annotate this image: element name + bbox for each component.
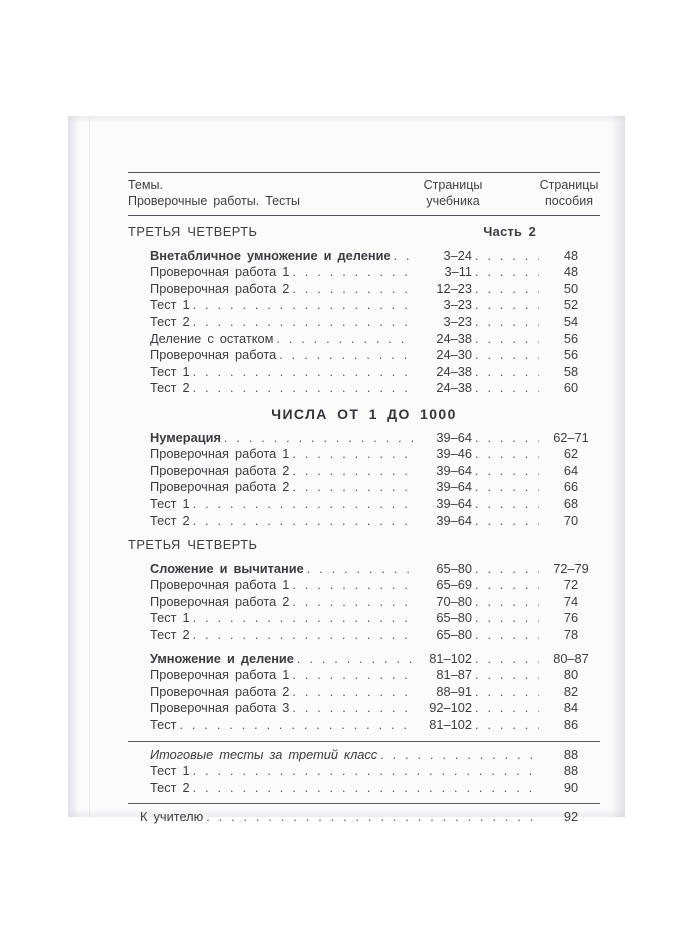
row-label: Тест 1 <box>150 610 190 626</box>
header-col-manual-pages <box>538 177 600 209</box>
toc-row <box>128 717 600 734</box>
textbook-pages: 39–64 <box>436 462 472 478</box>
row-label: Тест 1 <box>150 495 190 511</box>
dot-leader <box>193 610 413 627</box>
toc-row <box>128 809 600 826</box>
row-label: Проверочная работа <box>150 347 277 363</box>
textbook-pages: 88–91 <box>436 683 472 699</box>
textbook-pages: 65–80 <box>436 560 472 576</box>
toc-row <box>128 479 600 496</box>
dot-leader <box>475 479 539 496</box>
row-label: Тест 1 <box>150 763 190 779</box>
manual-pages: 48 <box>563 264 579 280</box>
toc-row <box>128 314 600 331</box>
dot-leader <box>193 297 413 314</box>
textbook-pages: 24–38 <box>436 380 472 396</box>
quarter-heading <box>128 224 600 241</box>
dot-leader <box>193 763 539 780</box>
manual-pages: 60 <box>563 380 579 396</box>
manual-pages: 80–87 <box>553 650 589 666</box>
quarter-label: ТРЕТЬЯ ЧЕТВЕРТЬ <box>128 537 258 553</box>
section-divider <box>128 803 600 804</box>
textbook-pages: 70–80 <box>436 593 472 609</box>
textbook-pages: 39–64 <box>436 512 472 528</box>
toc-row <box>128 364 600 381</box>
dot-leader <box>475 667 539 684</box>
toc-row <box>128 463 600 480</box>
toc-row <box>128 780 600 797</box>
toc-body <box>128 224 600 826</box>
toc-row <box>128 684 600 701</box>
row-label: Проверочная работа 2 <box>150 683 290 699</box>
dot-leader <box>193 780 539 797</box>
manual-pages: 70 <box>563 512 579 528</box>
textbook-pages: 65–69 <box>436 577 472 593</box>
textbook-pages: 81–102 <box>429 717 472 733</box>
row-label: К учителю <box>140 809 204 825</box>
header-textbook-line2: учебника <box>426 194 480 208</box>
dot-leader <box>193 627 413 644</box>
textbook-pages: 3–23 <box>443 313 472 329</box>
textbook-pages: 24–38 <box>436 363 472 379</box>
toc-row <box>128 248 600 265</box>
dot-leader <box>193 380 413 397</box>
header-col-textbook-pages <box>398 177 508 209</box>
manual-pages: 58 <box>563 363 579 379</box>
textbook-pages: 39–46 <box>436 446 472 462</box>
header-topics-line1: Темы. <box>128 178 163 192</box>
row-label: Сложение и вычитание <box>150 560 304 576</box>
dot-leader <box>179 717 413 734</box>
textbook-pages: 39–64 <box>436 495 472 511</box>
row-label: Тест 2 <box>150 627 190 643</box>
row-label: Тест 1 <box>150 297 190 313</box>
manual-pages: 48 <box>563 247 579 263</box>
toc-row <box>128 561 600 578</box>
toc-row <box>128 763 600 780</box>
textbook-pages: 81–87 <box>436 667 472 683</box>
dot-leader <box>475 651 539 668</box>
book-page-photo <box>68 116 625 825</box>
row-label: Проверочная работа 1 <box>150 667 290 683</box>
manual-pages: 84 <box>563 700 579 716</box>
textbook-pages: 24–38 <box>436 330 472 346</box>
dot-leader <box>475 430 539 447</box>
dot-leader <box>475 248 539 265</box>
manual-pages: 56 <box>563 330 579 346</box>
dot-leader <box>193 513 413 530</box>
manual-pages: 88 <box>563 763 579 779</box>
dot-leader <box>475 264 539 281</box>
dot-leader <box>279 347 413 364</box>
row-label: Деление с остатком <box>150 330 274 346</box>
textbook-pages: 3–23 <box>443 297 472 313</box>
toc-row <box>128 667 600 684</box>
dot-leader <box>475 513 539 530</box>
dot-leader <box>206 809 539 826</box>
toc-row <box>128 347 600 364</box>
row-label: Нумерация <box>150 429 221 445</box>
dot-leader <box>475 380 539 397</box>
row-label: Проверочная работа 1 <box>150 446 290 462</box>
toc-row <box>128 577 600 594</box>
dot-leader <box>475 463 539 480</box>
header-bottom-rule <box>128 215 600 216</box>
dot-leader <box>292 479 413 496</box>
dot-leader <box>193 314 413 331</box>
dot-leader <box>380 747 539 764</box>
dot-leader <box>475 627 539 644</box>
toc-row <box>128 331 600 348</box>
dot-leader <box>193 496 413 513</box>
manual-pages: 50 <box>563 280 579 296</box>
manual-pages: 56 <box>563 347 579 363</box>
header-manual-line2: пособия <box>545 194 593 208</box>
row-label: Тест 1 <box>150 363 190 379</box>
manual-pages: 66 <box>563 479 579 495</box>
row-label: Проверочная работа 3 <box>150 700 290 716</box>
manual-pages: 76 <box>563 610 579 626</box>
manual-pages: 90 <box>563 779 579 795</box>
textbook-pages: 65–80 <box>436 627 472 643</box>
dot-leader <box>292 684 413 701</box>
toc-row <box>128 747 600 764</box>
manual-pages: 82 <box>563 683 579 699</box>
dot-leader <box>475 281 539 298</box>
row-label: Проверочная работа 2 <box>150 593 290 609</box>
dot-leader <box>292 446 413 463</box>
dot-leader <box>475 331 539 348</box>
row-label: Проверочная работа 2 <box>150 280 290 296</box>
dot-leader <box>394 248 413 265</box>
row-label: Умножение и деление <box>150 650 294 666</box>
manual-pages: 52 <box>563 297 579 313</box>
row-label: Тест 2 <box>150 512 190 528</box>
toc-row <box>128 651 600 668</box>
dot-leader <box>292 463 413 480</box>
table-header <box>128 173 600 215</box>
toc-row <box>128 281 600 298</box>
manual-pages: 62 <box>563 446 579 462</box>
toc-row <box>128 610 600 627</box>
header-manual-line1: Страницы <box>539 178 599 192</box>
part-number: Часть 2 <box>483 224 536 239</box>
dot-leader <box>292 577 413 594</box>
header-textbook-line1: Страницы <box>423 178 483 192</box>
dot-leader <box>475 700 539 717</box>
toc-row <box>128 700 600 717</box>
dot-leader <box>475 314 539 331</box>
textbook-pages: 39–64 <box>436 479 472 495</box>
dot-leader <box>475 610 539 627</box>
toc-row <box>128 446 600 463</box>
header-topics-line2: Проверочные работы. Тесты <box>128 194 301 208</box>
dot-leader <box>307 561 413 578</box>
row-label: Тест 2 <box>150 779 190 795</box>
dot-leader <box>292 281 413 298</box>
toc-row <box>128 513 600 530</box>
dot-leader <box>475 496 539 513</box>
row-label: Проверочная работа 2 <box>150 462 290 478</box>
textbook-pages: 24–30 <box>436 347 472 363</box>
row-label: Тест 2 <box>150 313 190 329</box>
quarter-heading <box>128 537 600 554</box>
part-heading: ЧИСЛА ОТ 1 ДО 1000 <box>271 405 457 422</box>
manual-pages: 62–71 <box>553 429 589 445</box>
dot-leader <box>224 430 413 447</box>
textbook-pages: 3–11 <box>444 264 472 280</box>
dot-leader <box>292 594 413 611</box>
textbook-pages: 3–24 <box>443 247 472 263</box>
dot-leader <box>475 364 539 381</box>
row-label: Проверочная работа 1 <box>150 577 290 593</box>
row-label: Тест <box>150 717 177 733</box>
manual-pages: 88 <box>563 746 579 762</box>
row-label: Проверочная работа 2 <box>150 479 290 495</box>
manual-pages: 64 <box>563 462 579 478</box>
textbook-pages: 12–23 <box>436 280 472 296</box>
textbook-pages: 92–102 <box>429 700 472 716</box>
manual-pages: 72–79 <box>553 560 589 576</box>
toc-row <box>128 264 600 281</box>
toc-row <box>128 380 600 397</box>
manual-pages: 72 <box>563 577 579 593</box>
dot-leader <box>292 700 413 717</box>
row-label: Внетабличное умножение и деление <box>150 247 391 263</box>
quarter-label: ТРЕТЬЯ ЧЕТВЕРТЬ <box>128 224 258 239</box>
dot-leader <box>297 651 413 668</box>
toc-row <box>128 496 600 513</box>
header-col-topics <box>128 177 398 209</box>
dot-leader <box>292 667 413 684</box>
toc-row <box>128 594 600 611</box>
dot-leader <box>475 297 539 314</box>
toc-row <box>128 297 600 314</box>
manual-pages: 74 <box>563 593 579 609</box>
dot-leader <box>475 594 539 611</box>
manual-pages: 54 <box>563 313 579 329</box>
dot-leader <box>475 561 539 578</box>
dot-leader <box>193 364 413 381</box>
textbook-pages: 81–102 <box>429 650 472 666</box>
textbook-pages: 65–80 <box>436 610 472 626</box>
toc-row <box>128 627 600 644</box>
dot-leader <box>276 331 413 348</box>
dot-leader <box>475 347 539 364</box>
textbook-pages: 39–64 <box>436 429 472 445</box>
manual-pages: 68 <box>563 495 579 511</box>
toc-row <box>128 430 600 447</box>
manual-pages: 92 <box>563 809 579 825</box>
row-label: Тест 2 <box>150 380 190 396</box>
dot-leader <box>475 577 539 594</box>
manual-pages: 78 <box>563 627 579 643</box>
row-label: Проверочная работа 1 <box>150 264 290 280</box>
section-divider <box>128 741 600 742</box>
dot-leader <box>475 717 539 734</box>
dot-leader <box>475 684 539 701</box>
manual-pages: 80 <box>563 667 579 683</box>
dot-leader <box>475 446 539 463</box>
manual-pages: 86 <box>563 717 579 733</box>
row-label: Итоговые тесты за третий класс <box>150 746 378 762</box>
dot-leader <box>292 264 413 281</box>
